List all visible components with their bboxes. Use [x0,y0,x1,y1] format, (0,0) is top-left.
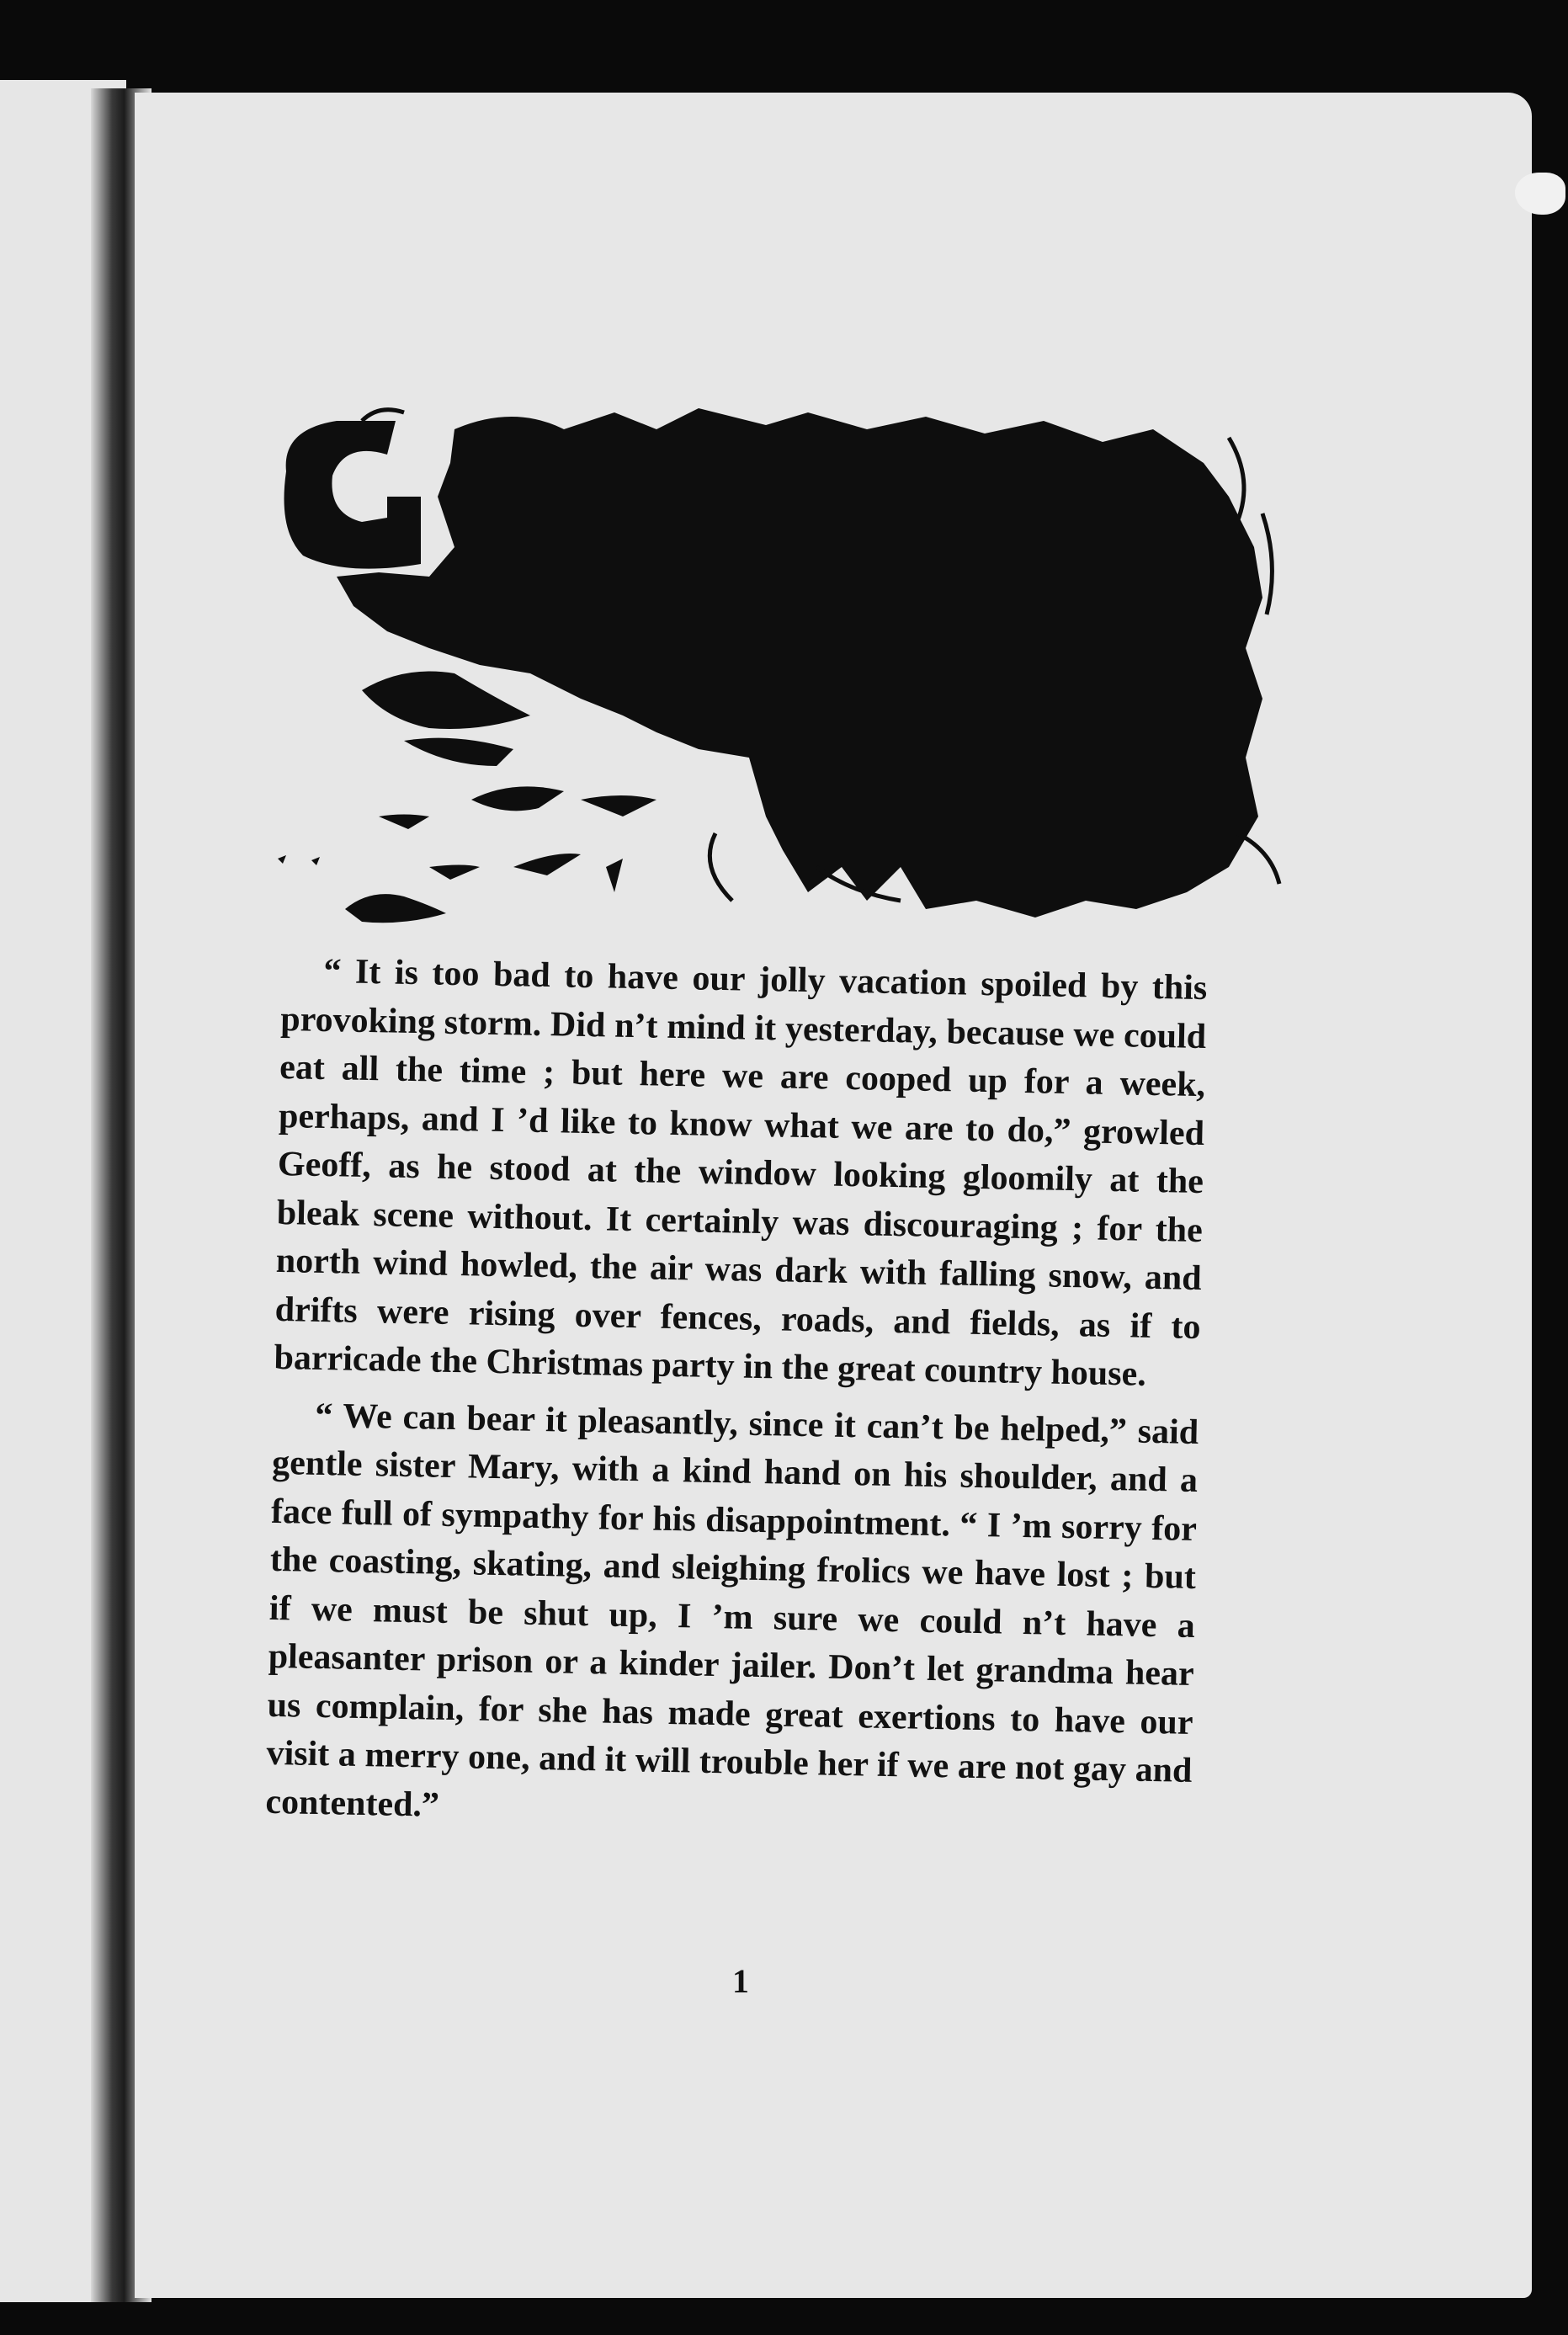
headpiece-artwork [278,408,1262,923]
story-text [265,947,1208,1853]
paragraph-1: “ It is too bad to have our jolly vacation spoiled by this provoking storm. Did n’t mind it yesterday, because we could eat all the time ; but here we are cooped up for a week, perhaps, and I ’d like to know what we are to do,” growled Geoff, as he stood at the window looking gloomily at the bleak scene without. It certainly was discouraging ; for the north wind howled, the air was dark with falling snow, and drifts were rising over fences, roads, and fields, as if to barricade the Christmas party in the great country house. [274,951,1208,1394]
headpiece-illustration [261,396,1284,934]
page-number: 1 [732,1962,749,2000]
page-corner-damage [1515,173,1565,215]
paragraph-2: “ We can bear it pleasantly, since it can’t be helped,” said gentle sister Mary, with a kind hand on his shoulder, and a face full of sympathy for his disappointment. “ I ’m sorry for the coasting, skating, and sleighing frolics we have lost ; but if we must be shut up, I ’m sure we could n’t have a pleasanter prison or a kinder jailer. Don’t let grandma hear us complain, for she has made great exertions to have our visit a merry one, and it will trouble her if we are not gay and contented.” [265,1396,1199,1825]
